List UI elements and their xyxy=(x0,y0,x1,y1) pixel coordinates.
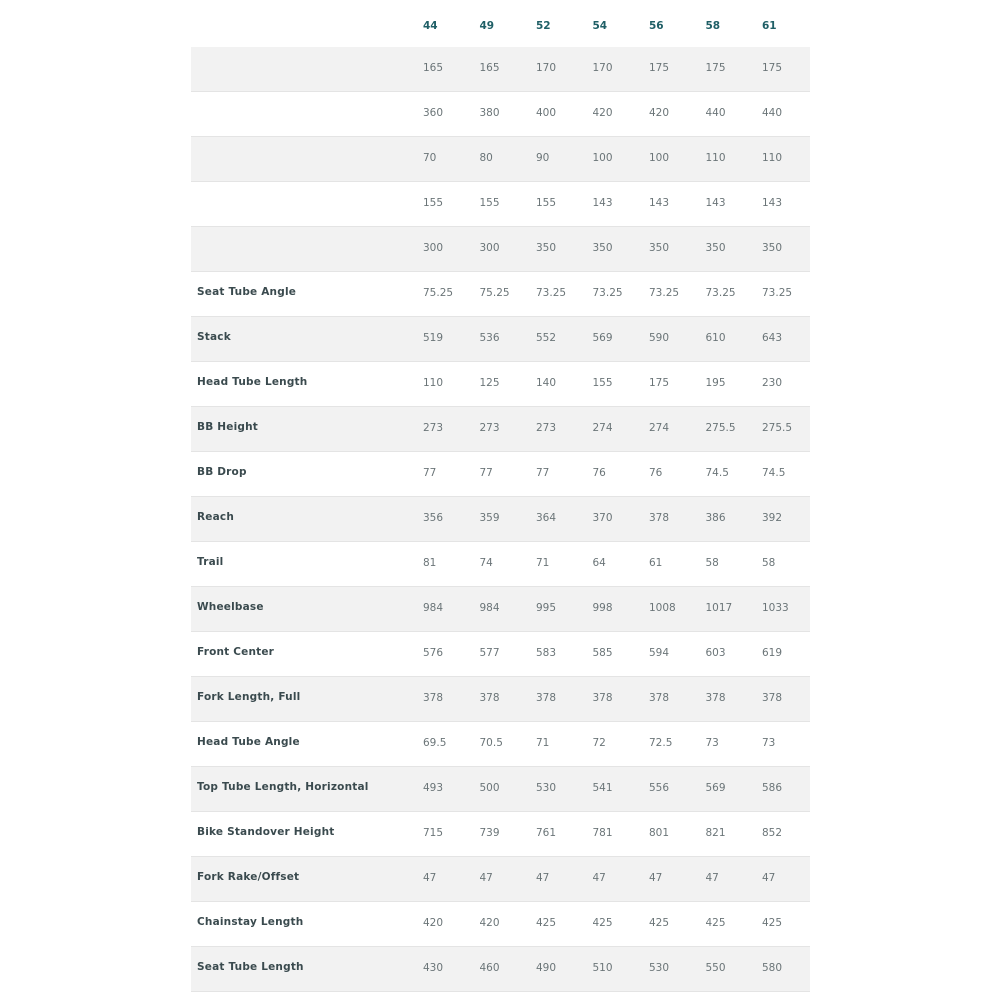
value-cell: 350 xyxy=(536,242,557,254)
size-header-cell: 58 xyxy=(705,20,721,32)
value-cell: 801 xyxy=(649,827,670,839)
value-cell: 47 xyxy=(592,872,606,884)
value-cell: 100 xyxy=(649,152,670,164)
value-cell: 984 xyxy=(423,602,444,614)
size-header-cell: 49 xyxy=(479,20,495,32)
value-cell: 493 xyxy=(423,782,444,794)
table-row xyxy=(191,857,810,902)
value-cell: 420 xyxy=(649,107,670,119)
value-cell: 519 xyxy=(423,332,444,344)
value-cell: 140 xyxy=(536,377,557,389)
row-label xyxy=(191,92,423,106)
row-label: Trail xyxy=(197,556,224,568)
value-cell: 350 xyxy=(592,242,613,254)
value-cell: 370 xyxy=(592,512,613,524)
table-row xyxy=(191,767,810,812)
value-cell: 585 xyxy=(592,647,613,659)
value-cell: 143 xyxy=(649,197,670,209)
row-label: Head Tube Angle xyxy=(197,736,300,748)
row-label: Bike Standover Height xyxy=(197,826,335,838)
row-label: Stack xyxy=(197,331,231,343)
value-cell: 273 xyxy=(479,422,500,434)
value-cell: 58 xyxy=(762,557,776,569)
value-cell: 170 xyxy=(536,62,557,74)
value-cell: 75.25 xyxy=(479,287,510,299)
value-cell: 143 xyxy=(592,197,613,209)
table-row xyxy=(191,812,810,857)
value-cell: 821 xyxy=(705,827,726,839)
table-row xyxy=(191,632,810,677)
value-cell: 274 xyxy=(649,422,670,434)
table-row xyxy=(191,722,810,767)
value-cell: 530 xyxy=(536,782,557,794)
value-cell: 586 xyxy=(762,782,783,794)
row-label: Reach xyxy=(197,511,234,523)
value-cell: 594 xyxy=(649,647,670,659)
size-header-cell: 52 xyxy=(536,20,551,32)
value-cell: 425 xyxy=(705,917,726,929)
value-cell: 175 xyxy=(649,377,670,389)
value-cell: 70 xyxy=(423,152,437,164)
value-cell: 230 xyxy=(762,377,783,389)
value-cell: 569 xyxy=(705,782,726,794)
value-cell: 577 xyxy=(479,647,500,659)
value-cell: 378 xyxy=(479,692,500,704)
row-label: Seat Tube Angle xyxy=(197,286,297,298)
value-cell: 47 xyxy=(423,872,437,884)
table-row xyxy=(191,407,810,452)
table-row xyxy=(191,677,810,722)
value-cell: 64 xyxy=(592,557,606,569)
value-cell: 360 xyxy=(423,107,444,119)
value-cell: 380 xyxy=(479,107,500,119)
value-cell: 378 xyxy=(423,692,444,704)
value-cell: 530 xyxy=(649,962,670,974)
value-cell: 74.5 xyxy=(762,467,786,479)
value-cell: 175 xyxy=(762,62,783,74)
value-cell: 440 xyxy=(762,107,783,119)
value-cell: 350 xyxy=(649,242,670,254)
value-cell: 170 xyxy=(592,62,613,74)
value-cell: 1008 xyxy=(649,602,676,614)
value-cell: 73.25 xyxy=(705,287,736,299)
value-cell: 81 xyxy=(423,557,437,569)
value-cell: 175 xyxy=(705,62,726,74)
value-cell: 143 xyxy=(705,197,726,209)
value-cell: 420 xyxy=(479,917,500,929)
value-cell: 998 xyxy=(592,602,613,614)
value-cell: 125 xyxy=(479,377,500,389)
value-cell: 73.25 xyxy=(536,287,567,299)
size-header-row xyxy=(191,0,810,47)
value-cell: 392 xyxy=(762,512,783,524)
value-cell: 80 xyxy=(479,152,493,164)
table-row xyxy=(191,92,810,137)
row-label: Fork Length, Full xyxy=(197,691,301,703)
table-row xyxy=(191,47,810,92)
table-row xyxy=(191,137,810,182)
value-cell: 74.5 xyxy=(705,467,729,479)
value-cell: 72 xyxy=(592,737,606,749)
value-cell: 510 xyxy=(592,962,613,974)
size-header-cell: 54 xyxy=(592,20,608,32)
table-row xyxy=(191,947,810,992)
value-cell: 984 xyxy=(479,602,500,614)
row-label: Fork Rake/Offset xyxy=(197,871,300,883)
value-cell: 603 xyxy=(705,647,726,659)
value-cell: 77 xyxy=(536,467,550,479)
row-label xyxy=(191,227,423,241)
value-cell: 425 xyxy=(536,917,557,929)
value-cell: 61 xyxy=(649,557,663,569)
value-cell: 1033 xyxy=(762,602,789,614)
value-cell: 715 xyxy=(423,827,444,839)
table-row xyxy=(191,272,810,317)
value-cell: 425 xyxy=(592,917,613,929)
value-cell: 73 xyxy=(762,737,776,749)
value-cell: 619 xyxy=(762,647,783,659)
size-header-cell: 61 xyxy=(762,20,777,32)
value-cell: 610 xyxy=(705,332,726,344)
geometry-table xyxy=(191,0,810,992)
row-label: BB Drop xyxy=(197,466,247,478)
row-label: Top Tube Length, Horizontal xyxy=(197,781,369,793)
value-cell: 490 xyxy=(536,962,557,974)
value-cell: 90 xyxy=(536,152,550,164)
value-cell: 378 xyxy=(592,692,613,704)
value-cell: 556 xyxy=(649,782,670,794)
row-label: Chainstay Length xyxy=(197,916,304,928)
size-header-cell: 56 xyxy=(649,20,664,32)
value-cell: 400 xyxy=(536,107,557,119)
value-cell: 995 xyxy=(536,602,557,614)
value-cell: 75.25 xyxy=(423,287,454,299)
value-cell: 175 xyxy=(649,62,670,74)
table-row xyxy=(191,362,810,407)
value-cell: 541 xyxy=(592,782,613,794)
value-cell: 69.5 xyxy=(423,737,447,749)
row-label xyxy=(191,47,423,61)
value-cell: 71 xyxy=(536,557,550,569)
value-cell: 77 xyxy=(423,467,437,479)
value-cell: 275.5 xyxy=(762,422,793,434)
value-cell: 76 xyxy=(592,467,606,479)
value-cell: 73.25 xyxy=(592,287,623,299)
value-cell: 761 xyxy=(536,827,557,839)
value-cell: 386 xyxy=(705,512,726,524)
value-cell: 58 xyxy=(705,557,719,569)
value-cell: 536 xyxy=(479,332,500,344)
table-row xyxy=(191,227,810,272)
table-row xyxy=(191,902,810,947)
value-cell: 100 xyxy=(592,152,613,164)
value-cell: 500 xyxy=(479,782,500,794)
value-cell: 643 xyxy=(762,332,783,344)
value-cell: 425 xyxy=(649,917,670,929)
row-label: Seat Tube Length xyxy=(197,961,304,973)
value-cell: 781 xyxy=(592,827,613,839)
row-label: Front Center xyxy=(197,646,275,658)
value-cell: 73.25 xyxy=(762,287,793,299)
value-cell: 275.5 xyxy=(705,422,736,434)
value-cell: 274 xyxy=(592,422,613,434)
value-cell: 550 xyxy=(705,962,726,974)
value-cell: 852 xyxy=(762,827,783,839)
table-row xyxy=(191,587,810,632)
table-row xyxy=(191,497,810,542)
value-cell: 110 xyxy=(762,152,783,164)
value-cell: 552 xyxy=(536,332,557,344)
value-cell: 350 xyxy=(705,242,726,254)
value-cell: 165 xyxy=(423,62,444,74)
value-cell: 71 xyxy=(536,737,550,749)
value-cell: 590 xyxy=(649,332,670,344)
value-cell: 378 xyxy=(536,692,557,704)
value-cell: 47 xyxy=(649,872,663,884)
value-cell: 460 xyxy=(479,962,500,974)
value-cell: 356 xyxy=(423,512,444,524)
value-cell: 110 xyxy=(705,152,726,164)
value-cell: 47 xyxy=(705,872,719,884)
row-label xyxy=(191,137,423,151)
table-row xyxy=(191,182,810,227)
value-cell: 378 xyxy=(705,692,726,704)
value-cell: 425 xyxy=(762,917,783,929)
geometry-rows xyxy=(191,47,810,992)
table-row xyxy=(191,452,810,497)
value-cell: 155 xyxy=(592,377,613,389)
value-cell: 273 xyxy=(536,422,557,434)
value-cell: 420 xyxy=(592,107,613,119)
value-cell: 47 xyxy=(762,872,776,884)
value-cell: 300 xyxy=(423,242,444,254)
value-cell: 110 xyxy=(423,377,444,389)
header-label-cell xyxy=(191,0,423,14)
value-cell: 74 xyxy=(479,557,493,569)
table-row xyxy=(191,317,810,362)
value-cell: 155 xyxy=(423,197,444,209)
value-cell: 155 xyxy=(479,197,500,209)
value-cell: 440 xyxy=(705,107,726,119)
value-cell: 273 xyxy=(423,422,444,434)
size-header-cell: 44 xyxy=(423,20,438,32)
value-cell: 1017 xyxy=(705,602,733,614)
value-cell: 77 xyxy=(479,467,493,479)
value-cell: 430 xyxy=(423,962,444,974)
value-cell: 739 xyxy=(479,827,500,839)
value-cell: 583 xyxy=(536,647,557,659)
value-cell: 195 xyxy=(705,377,726,389)
value-cell: 576 xyxy=(423,647,444,659)
value-cell: 143 xyxy=(762,197,783,209)
value-cell: 70.5 xyxy=(479,737,503,749)
value-cell: 72.5 xyxy=(649,737,673,749)
value-cell: 569 xyxy=(592,332,613,344)
value-cell: 359 xyxy=(479,512,500,524)
value-cell: 47 xyxy=(536,872,550,884)
value-cell: 378 xyxy=(649,512,670,524)
value-cell: 73 xyxy=(705,737,719,749)
value-cell: 378 xyxy=(649,692,670,704)
row-label: Head Tube Length xyxy=(197,376,308,388)
value-cell: 300 xyxy=(479,242,500,254)
value-cell: 73.25 xyxy=(649,287,680,299)
value-cell: 165 xyxy=(479,62,500,74)
value-cell: 364 xyxy=(536,512,557,524)
value-cell: 76 xyxy=(649,467,663,479)
table-row xyxy=(191,542,810,587)
value-cell: 580 xyxy=(762,962,783,974)
value-cell: 47 xyxy=(479,872,493,884)
value-cell: 378 xyxy=(762,692,783,704)
row-label: Wheelbase xyxy=(197,601,264,613)
row-label xyxy=(191,182,423,196)
value-cell: 420 xyxy=(423,917,444,929)
value-cell: 350 xyxy=(762,242,783,254)
row-label: BB Height xyxy=(197,421,258,433)
value-cell: 155 xyxy=(536,197,557,209)
